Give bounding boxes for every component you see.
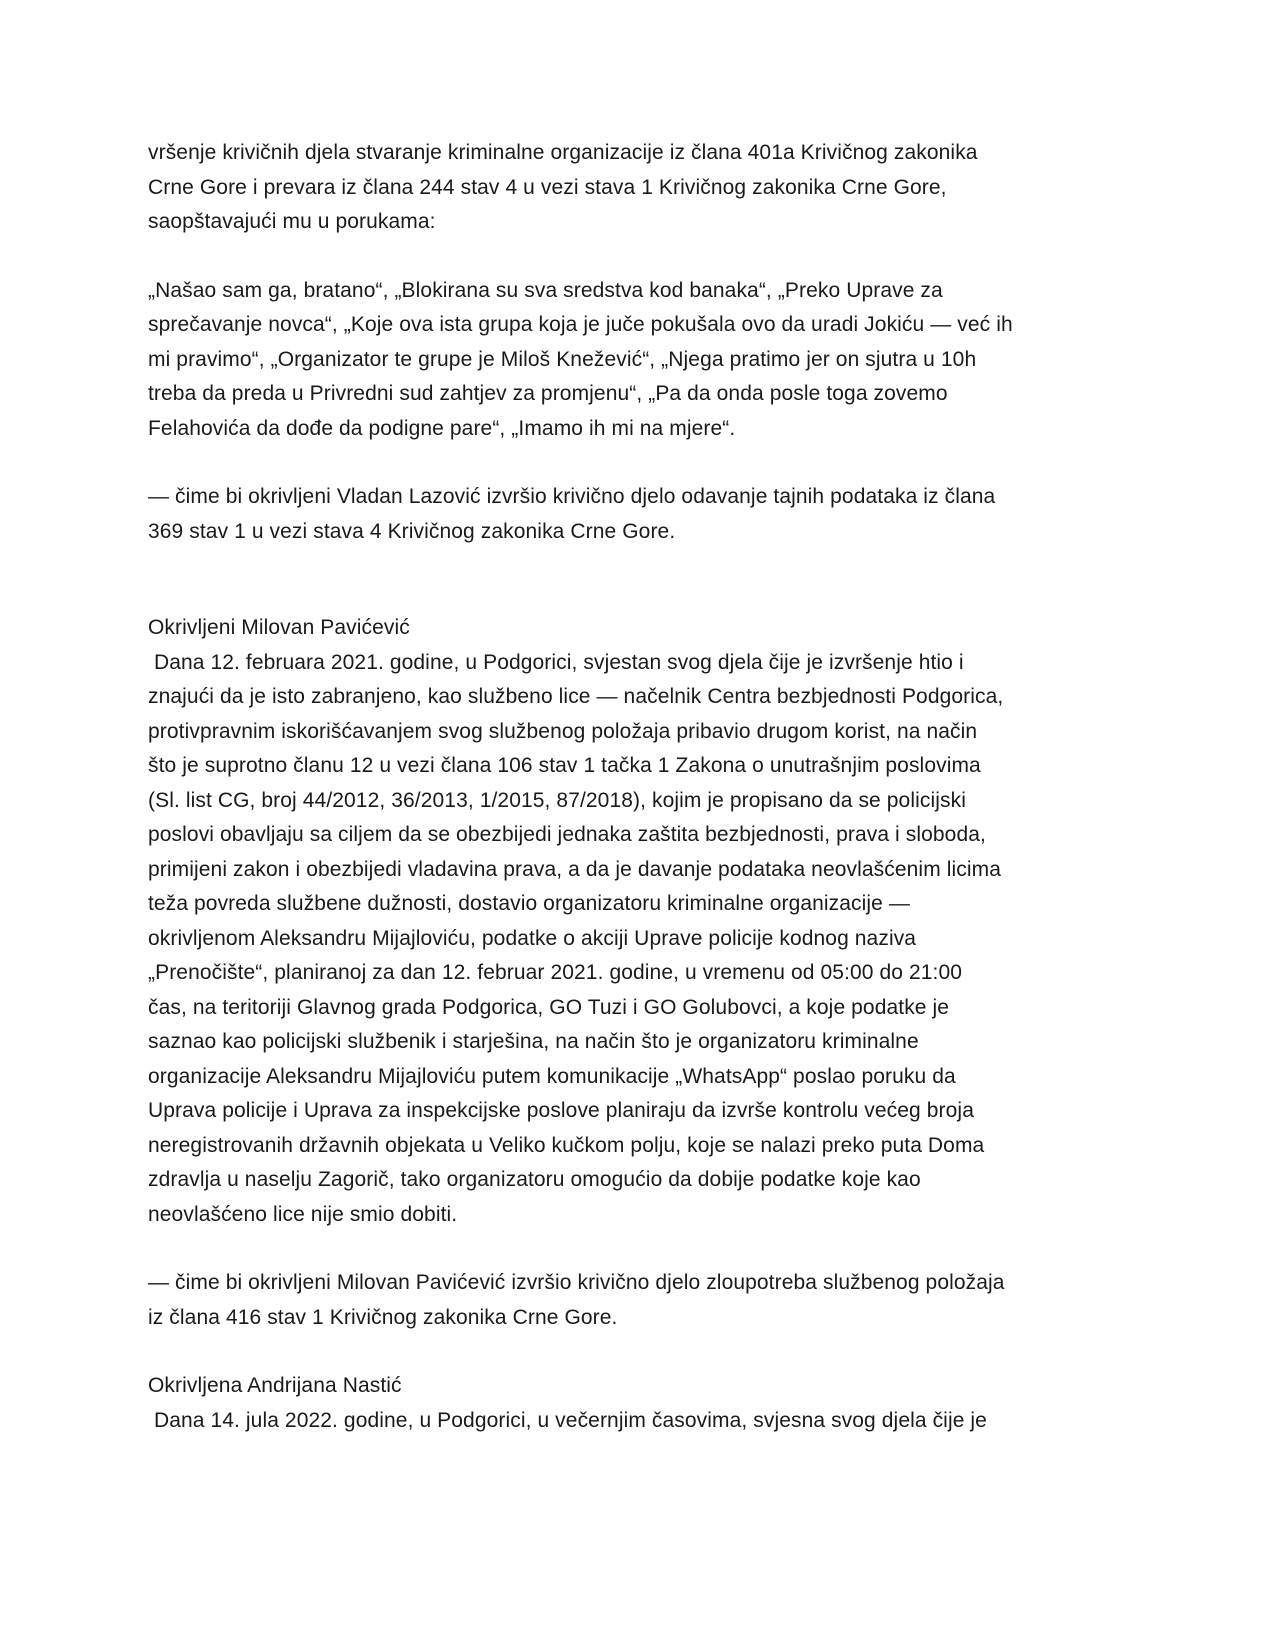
text-line: teža povreda službene dužnosti, dostavio organizatoru kriminalne organizacije — [148,892,910,915]
text-line: znajući da je isto zabranjeno, kao službeno lice — načelnik Centra bezbjednosti Podgorica, [148,685,1004,708]
paragraph-conclusion-pavicevic [148,1266,1158,1335]
section-heading: Okrivljeni Milovan Pavićević [148,616,410,639]
text-line: vršenje krivičnih djela stvaranje kriminalne organizacije iz člana 401a Krivičnog zakonika [148,141,978,164]
text-line: 369 stav 1 u vezi stava 4 Krivičnog zakonika Crne Gore. [148,519,676,543]
text-line: neovlašćeno lice nije smio dobiti. [148,1202,458,1226]
text-line: iz člana 416 stav 1 Krivičnog zakonika Crne Gore. [148,1305,618,1329]
text-line: Dana 12. februara 2021. godine, u Podgorici, svjestan svog djela čije je izvršenje htio i [148,650,964,674]
text-line: saopštavajući mu u porukama: [148,210,436,233]
text-line: poslovi obavljaju sa ciljem da se obezbijedi jednaka zaštita bezbjednosti, prava i sloboda, [148,823,986,846]
paragraph-quoted-messages [148,274,1158,447]
text-line: protivpravnim iskorišćavanjem svog službenog položaja pribavio drugom korist, na način [148,719,978,743]
text-line: — čime bi okrivljeni Milovan Pavićević izvršio krivično djelo zloupotreba službenog položaja [148,1271,1005,1294]
text-line: neregistrovanih državnih objekata u Veliko kučkom polju, koje se nalazi preko puta Doma [148,1133,985,1157]
text-line: Dana 14. jula 2022. godine, u Podgorici, u večernjim časovima, svjesna svog djela čije je [148,1408,987,1432]
text-line: okrivljenom Aleksandru Mijajloviću, podatke o akciji Uprave policije kodnog naziva [148,926,917,950]
text-line: što je suprotno članu 12 u vezi člana 106 stav 1 tačka 1 Zakona o unutrašnjim poslovima [148,754,981,777]
text-line: Felahovića da dođe da podigne pare“, „Imamo ih mi na mjere“. [148,416,736,440]
text-line: (Sl. list CG, broj 44/2012, 36/2013, 1/2015, 87/2018), kojim je propisano da se policijski [148,788,966,812]
text-line: čas, na teritoriji Glavnog grada Podgorica, GO Tuzi i GO Golubovci, a koje podatke je [148,995,950,1019]
document-text-block [148,136,1158,1472]
text-line: primijeni zakon i obezbijedi vladavina prava, a da je davanje podataka neovlašćenim licima [148,857,1001,881]
text-line: mi pravimo“, „Organizator te grupe je Miloš Knežević“, „Njega pratimo jer on sjutra u 10h [148,347,977,371]
text-line: Crne Gore i prevara iz člana 244 stav 4 u vezi stava 1 Krivičnog zakonika Crne Gore, [148,175,947,199]
text-line: zdravlja u naselju Zagorič, tako organizatoru omogućio da dobije podatke koje kao [148,1168,921,1191]
text-line: treba da preda u Privredni sud zahtjev za promjenu“, „Pa da onda posle toga zovemo [148,382,948,405]
paragraph-intro-continuation [148,136,1158,240]
text-line: organizacije Aleksandru Mijajloviću putem komunikacije „WhatsApp“ poslao poruku da [148,1064,956,1088]
text-line: „Našao sam ga, bratano“, „Blokirana su sva sredstva kod banaka“, „Preko Uprave za [148,278,943,302]
text-line: Uprava policije i Uprava za inspekcijske poslove planiraju da izvrše kontrolu većeg broja [148,1099,974,1122]
text-line: sprečavanje novca“, „Koje ova ista grupa koja je juče pokušala ovo da uradi Jokiću — već ih [148,313,1013,336]
text-line: saznao kao policijski službenik i starješina, na način što je organizatoru kriminalne [148,1030,919,1053]
text-line: „Prenočište“, planiranoj za dan 12. februar 2021. godine, u vremenu od 05:00 do 21:00 [148,961,963,984]
section-pavicevic [148,611,1158,1232]
section-heading: Okrivljena Andrijana Nastić [148,1374,402,1397]
text-line: — čime bi okrivljeni Vladan Lazović izvršio krivično djelo odavanje tajnih podataka iz člana [148,485,996,508]
paragraph-conclusion-lazovic [148,480,1158,549]
section-nastic [148,1369,1158,1438]
